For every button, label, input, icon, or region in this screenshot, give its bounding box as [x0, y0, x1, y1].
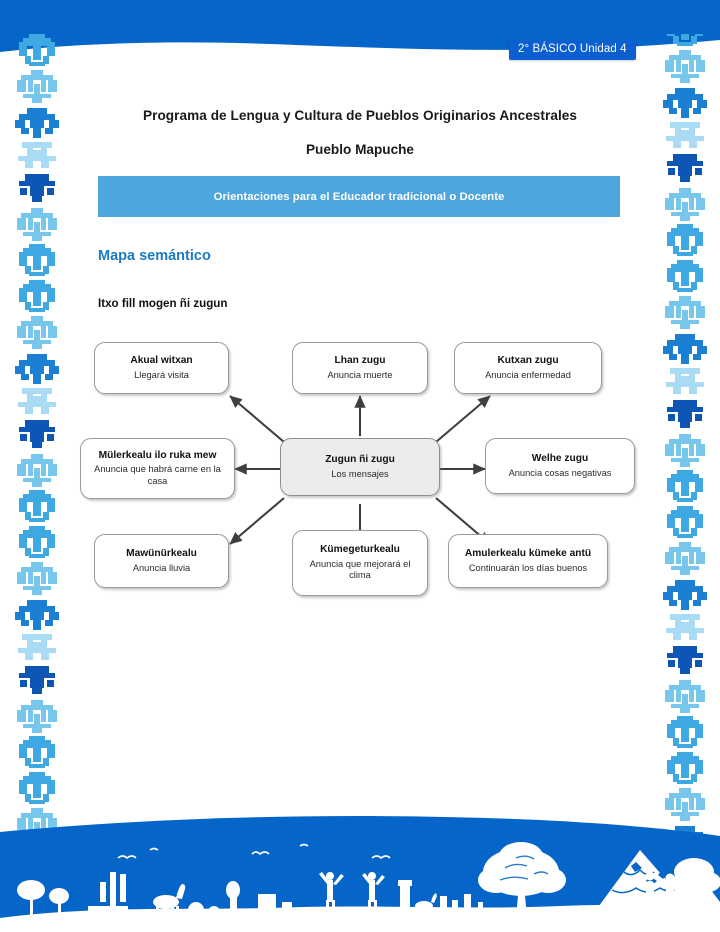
- map-node-kutxan-zugu: [454, 342, 602, 394]
- map-node-lhan-zugu: [292, 342, 428, 394]
- map-node-term: Mülerkealu ilo ruka mew: [98, 449, 217, 461]
- map-node-gloss: Anuncia que habrá carne en la casa: [94, 464, 221, 486]
- ornament-border-left: [14, 34, 60, 846]
- map-node-akual-witxan: [94, 342, 229, 394]
- map-node-gloss: Anuncia que mejorará el clima: [309, 558, 411, 581]
- section-subheading: Itxo fill mogen ñi zugun: [98, 297, 228, 310]
- map-node-mawunurkealu: [94, 534, 229, 588]
- orientation-banner: [98, 176, 620, 217]
- map-node-term: Lhan zugu: [334, 354, 386, 366]
- map-node-term: Welhe zugu: [531, 452, 589, 464]
- page-title: Programa de Lengua y Cultura de Pueblos Originarios Ancestrales: [143, 108, 577, 123]
- unit-badge: 2° BÁSICO Unidad 4: [509, 39, 636, 60]
- map-node-center: [280, 438, 440, 496]
- map-node-welhe-zugu: [485, 438, 635, 494]
- map-node-gloss: Anuncia lluvia: [132, 562, 191, 573]
- map-node-kumegeturkealu: [292, 530, 428, 596]
- map-node-center-gloss: Los mensajes: [331, 468, 389, 479]
- map-node-center-term: Zugun ñi zugu: [325, 453, 395, 465]
- orientation-banner-label: Orientaciones para el Educador tradicional o Docente: [213, 190, 505, 203]
- map-node-term: Kümegeturkealu: [320, 544, 400, 556]
- map-node-gloss: Continuarán los días buenos: [468, 562, 588, 573]
- map-node-term: Kutxan zugu: [497, 354, 559, 366]
- map-node-amulerkealu: [448, 534, 608, 588]
- map-node-term: Amulerkealu kümeke antü: [464, 547, 592, 559]
- map-node-mulerkealu: [80, 438, 235, 499]
- map-node-gloss: Anuncia muerte: [327, 369, 393, 380]
- map-node-gloss: Anuncia cosas negativas: [508, 467, 612, 478]
- section-heading: Mapa semántico: [98, 248, 211, 264]
- footer-illustration: [0, 810, 720, 932]
- map-node-gloss: Anuncia enfermedad: [485, 369, 571, 380]
- ornament-border-right: [662, 34, 708, 846]
- page-subtitle: Pueblo Mapuche: [305, 142, 414, 157]
- document-content: [72, 72, 648, 624]
- map-node-term: Akual witxan: [130, 354, 193, 366]
- semantic-map: [72, 334, 648, 624]
- map-node-term: Mawünürkealu: [126, 547, 197, 559]
- map-node-gloss: Llegará visita: [134, 369, 189, 380]
